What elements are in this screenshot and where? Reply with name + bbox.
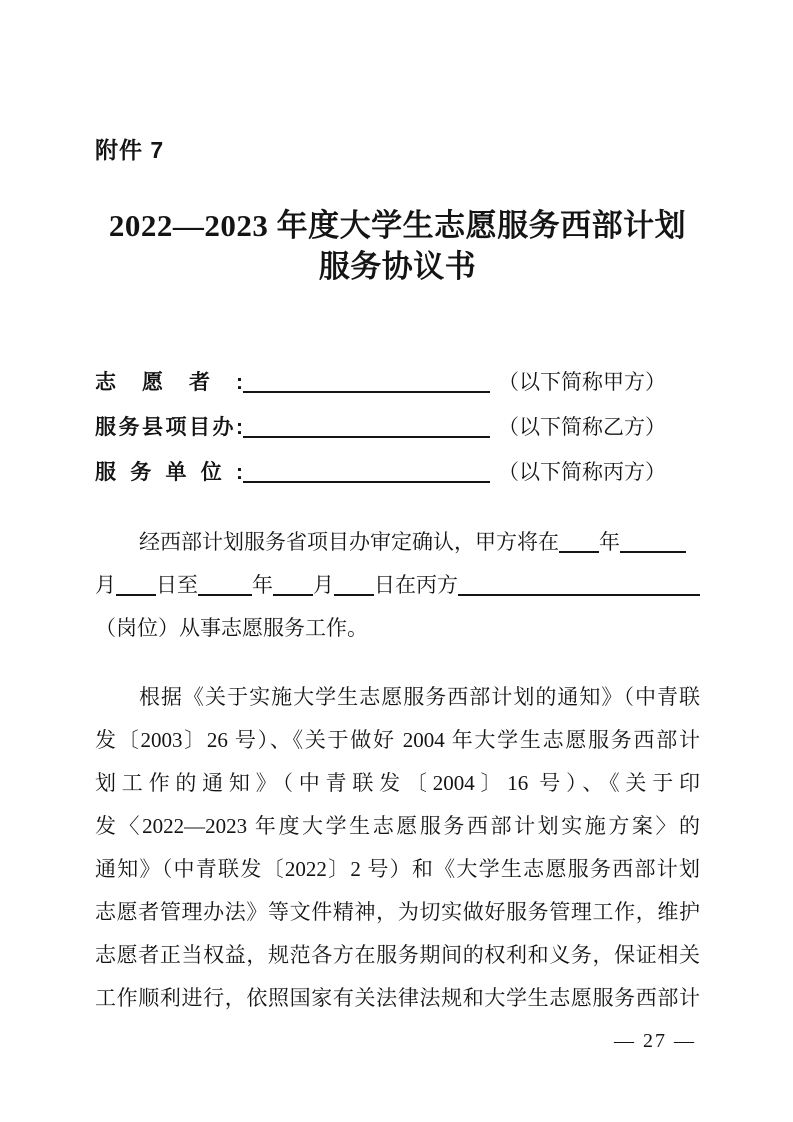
p1-text-month2: 月 [313, 573, 334, 597]
party-label-volunteer: 志愿者: [95, 371, 243, 394]
party-note-service-unit: （以下简称丙方） [498, 460, 666, 484]
party-fill-line-county-office [243, 436, 490, 438]
paragraph2-line4: 发〈2022—2023 年度大学生志愿服务西部计划实施方案〉的 [95, 814, 700, 838]
party-label-service-unit: 服务单位: [95, 461, 243, 484]
attachment-label: 附件 7 [95, 137, 165, 163]
fill-blank-end-year [198, 594, 252, 596]
fill-blank-post [458, 594, 700, 596]
p1-text-day-to: 日至 [156, 573, 198, 597]
paragraph2-line3: 划工作的通知》（中青联发〔2004〕16 号）、《关于印 [95, 771, 700, 795]
document-title-line2: 服务协议书 [318, 249, 477, 284]
party-fill-line-service-unit [243, 481, 490, 483]
fill-blank-start-year [559, 551, 599, 553]
paragraph-policy-basis [95, 676, 700, 1020]
p1-text-month1: 月 [95, 573, 116, 597]
paragraph1-line2 [95, 564, 700, 607]
party-fields [95, 360, 700, 495]
p1-text-year1: 年 [599, 530, 620, 554]
document-title-line1: 2022—2023 年度大学生志愿服务西部计划 [108, 208, 687, 243]
fill-blank-start-day [116, 594, 156, 596]
p1-text-year2: 年 [252, 573, 273, 597]
paragraph-service-period [95, 521, 700, 650]
document-title [95, 205, 700, 287]
party-row-county-office [95, 405, 700, 450]
party-label-county-office: 服务县项目办: [95, 416, 243, 439]
paragraph2-line6: 志愿者管理办法》等文件精神，为切实做好服务管理工作，维护 [95, 900, 700, 924]
paragraph2-line5: 通知》（中青联发〔2022〕2 号）和《大学生志愿服务西部计划 [95, 857, 700, 881]
paragraph1-line1 [95, 521, 700, 564]
p1-text-at-party-c: 日在丙方 [374, 573, 458, 597]
p1-text-confirm: 经西部计划服务省项目办审定确认，甲方将在 [139, 530, 559, 554]
party-fill-line-volunteer [243, 391, 490, 393]
party-row-service-unit [95, 450, 700, 495]
paragraph1-line3 [95, 607, 700, 650]
page-number: — 27 — [614, 1030, 696, 1052]
party-note-volunteer: （以下简称甲方） [498, 370, 666, 394]
paragraph2-line2: 发〔2003〕26 号）、《关于做好 2004 年大学生志愿服务西部计 [95, 728, 700, 752]
paragraph2-line1: 根据《关于实施大学生志愿服务西部计划的通知》（中青联 [139, 685, 700, 709]
paragraph2-line8: 工作顺利进行，依照国家有关法律法规和大学生志愿服务西部计 [95, 986, 700, 1010]
party-note-county-office: （以下简称乙方） [498, 415, 666, 439]
paragraph2-line7: 志愿者正当权益，规范各方在服务期间的权利和义务，保证相关 [95, 943, 700, 967]
fill-blank-start-month [620, 551, 686, 553]
fill-blank-end-day [334, 594, 374, 596]
party-row-volunteer [95, 360, 700, 405]
fill-blank-end-month [273, 594, 313, 596]
p1-text-post-note: （岗位）从事志愿服务工作。 [95, 616, 368, 640]
